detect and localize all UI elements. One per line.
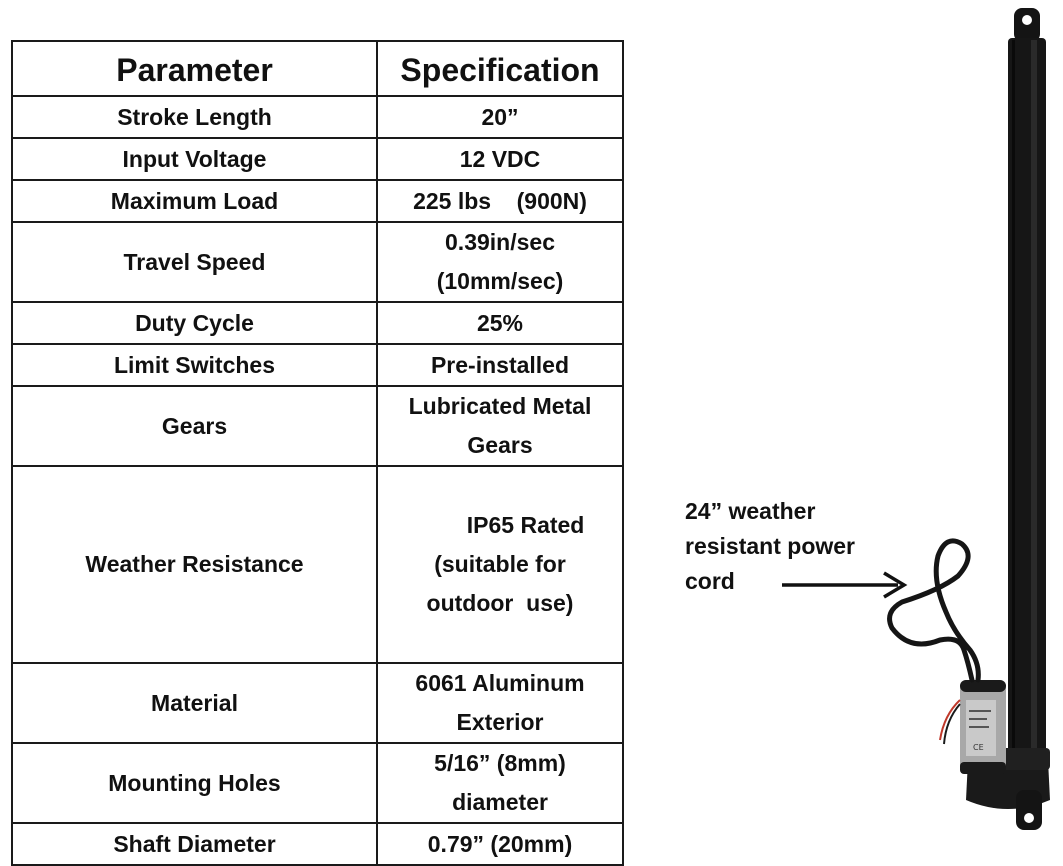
spec-line: 0.79” (20mm) (427, 831, 573, 857)
param-cell: Travel Speed (12, 222, 377, 302)
spec-cell (377, 180, 623, 222)
spec-line: (10mm/sec) (436, 268, 564, 294)
header-parameter: Parameter (12, 41, 377, 96)
table-row (12, 222, 623, 302)
param-cell: Weather Resistance (12, 466, 377, 663)
param-cell: Shaft Diameter (12, 823, 377, 865)
spec-line: Lubricated Metal (408, 393, 592, 419)
table-row (12, 180, 623, 222)
spec-cell (377, 222, 623, 302)
spec-cell (377, 663, 623, 743)
spec-line: 5/16” (8mm) (434, 750, 566, 776)
table-row (12, 823, 623, 865)
spec-cell (377, 96, 623, 138)
spec-cell (377, 823, 623, 865)
table-header-row (12, 41, 623, 96)
callout-line: resistant power (685, 533, 855, 559)
table-row (12, 466, 623, 663)
table-row (12, 138, 623, 180)
spec-line: 20” (481, 104, 519, 130)
spec-cell (377, 386, 623, 466)
table-row (12, 663, 623, 743)
spec-line: (suitable for (434, 551, 566, 577)
spec-line: 12 VDC (459, 146, 541, 172)
spec-line: 6061 Aluminum (415, 670, 585, 696)
spec-line: 25% (476, 310, 524, 336)
header-specification: Specification (377, 41, 623, 96)
param-cell: Gears (12, 386, 377, 466)
spec-cell (377, 344, 623, 386)
spec-cell (377, 743, 623, 823)
param-cell: Duty Cycle (12, 302, 377, 344)
param-cell: Input Voltage (12, 138, 377, 180)
param-cell: Limit Switches (12, 344, 377, 386)
param-cell: Maximum Load (12, 180, 377, 222)
spec-line: Exterior (456, 709, 544, 735)
spec-line: outdoor use) (426, 590, 574, 616)
svg-text:CE: CE (973, 743, 984, 752)
spec-line: IP65 Rated (466, 512, 585, 538)
table-row (12, 302, 623, 344)
param-cell: Mounting Holes (12, 743, 377, 823)
spec-line: diameter (452, 789, 548, 815)
table-row (12, 743, 623, 823)
param-cell: Stroke Length (12, 96, 377, 138)
table-row (12, 344, 623, 386)
spec-line: 0.39in/sec (445, 229, 555, 255)
callout-line: cord (685, 568, 735, 594)
table-row (12, 96, 623, 138)
spec-cell (377, 466, 623, 663)
linear-actuator-photo (880, 0, 1063, 842)
param-cell: Material (12, 663, 377, 743)
spec-line: Pre-installed (430, 352, 570, 378)
spec-cell (377, 302, 623, 344)
callout-line: 24” weather (685, 498, 816, 524)
spec-line: 225 lbs (900N) (413, 188, 587, 214)
spec-line: Gears (467, 432, 533, 458)
table-row (12, 386, 623, 466)
spec-cell (377, 138, 623, 180)
spec-table (11, 40, 624, 866)
